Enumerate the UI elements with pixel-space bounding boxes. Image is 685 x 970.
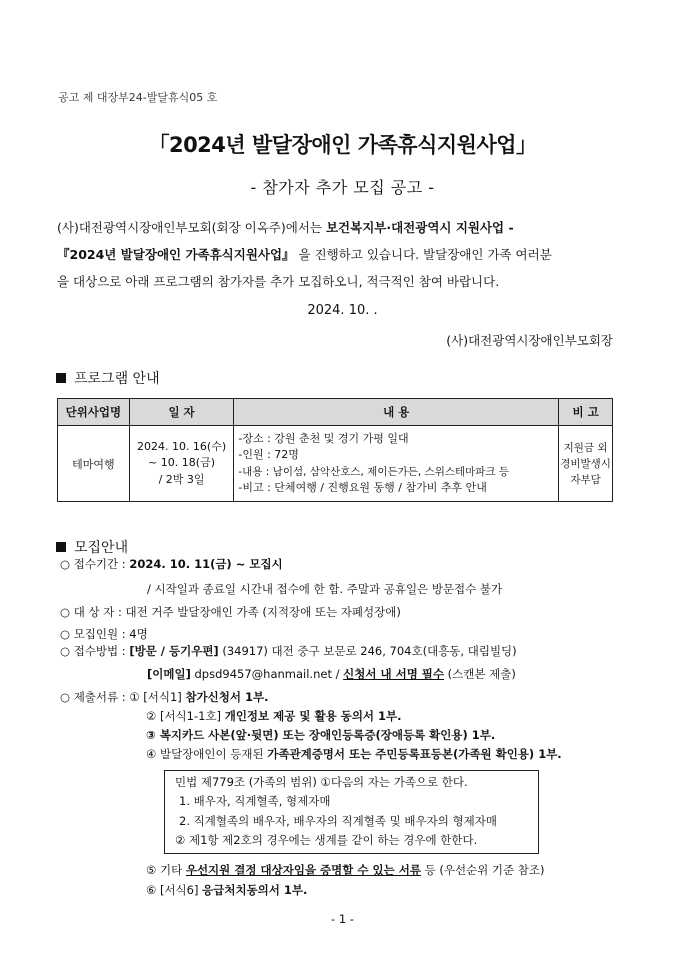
signature-required-note: 신청서 내 서명 필수 (343, 667, 445, 681)
doc-5-prefix: ⑤ 기타 (146, 863, 186, 877)
square-bullet-icon (56, 542, 66, 552)
intro-paragraph (57, 214, 629, 295)
program-date-line: 2024. 10. 16(수) (136, 439, 227, 453)
doc-6-item (146, 882, 307, 898)
method-email-tail: (스캔본 제출) (444, 667, 516, 681)
period-value: 2024. 10. 11(금) ~ 모집시 (129, 557, 283, 571)
table-header: 단위사업명 (58, 399, 130, 426)
method-visit-address: (34917) 대전 중구 보문로 246, 704호(대흥동, 대림빌딩) (218, 644, 517, 658)
doc-2-name: 개인정보 제공 및 활용 동의서 1부. (224, 709, 402, 723)
square-bullet-icon (56, 373, 66, 383)
civil-law-box (164, 770, 539, 854)
intro-program-name: 『2024년 발달장애인 가족휴식지원사업』 (57, 247, 295, 262)
table-header-row (58, 399, 613, 426)
table-header: 내 용 (234, 399, 559, 426)
program-name-cell: 테마여행 (58, 426, 130, 502)
civil-law-line: ② 제1항 제2호의 경우에는 생계를 같이 하는 경우에 한한다. (175, 833, 478, 847)
page-number: - 1 - (331, 912, 354, 926)
method-email-address: dpsd9457@hanmail.net / (190, 667, 344, 681)
table-header: 비 고 (559, 399, 613, 426)
program-note-line: 지원금 외 (563, 441, 608, 454)
doc-6-form: ⑥ [서식6] (146, 883, 203, 897)
page-subtitle: - 참가자 추가 모집 공고 - (250, 178, 435, 197)
table-header: 일 자 (129, 399, 234, 426)
program-content-line: -인원 : 72명 (238, 448, 299, 461)
method-item (60, 643, 517, 659)
page-title: 「2024년 발달장애인 가족휴식지원사업」 (148, 133, 537, 157)
civil-law-line: 2. 직계혈족의 배우자, 배우자의 직계혈족 및 배우자의 형제자매 (179, 814, 497, 828)
method-visit-label: [방문 / 등기우편] (129, 644, 219, 658)
doc-5-tail: 등 (우선순위 기준 참조) (420, 863, 545, 877)
method-email-item (147, 666, 516, 682)
program-date-cell (129, 426, 234, 502)
program-note-line: 경비발생시 (560, 457, 611, 470)
section-title: 모집안내 (74, 540, 129, 556)
docs-item (60, 689, 268, 705)
section-title: 프로그램 안내 (74, 371, 160, 387)
civil-law-line: 민법 제779조 (가족의 범위) ①다음의 자는 가족으로 한다. (175, 775, 468, 789)
target-item: ○ 대 상 자 : 대전 거주 발달장애인 가족 (지적장애 또는 자폐성장애) (60, 605, 401, 619)
doc-5-name: 우선지원 결정 대상자임을 증명할 수 있는 서류 (185, 863, 421, 877)
program-section-heading (56, 368, 160, 388)
period-label: ○ 접수기간 : (60, 557, 130, 571)
program-content-cell (234, 426, 559, 502)
doc-2-item (146, 708, 402, 724)
program-content-line: -비고 : 단체여행 / 진행요원 동행 / 참가비 추후 안내 (238, 481, 487, 494)
program-table (57, 398, 613, 502)
docs-label: ○ 제출서류 : (60, 690, 130, 704)
doc-1-form: ① [서식1] (129, 690, 186, 704)
doc-4-item (146, 746, 562, 762)
program-date-line: ~ 10. 18(금) (148, 456, 216, 470)
period-item (60, 556, 283, 572)
method-email-label: [이메일] (147, 667, 191, 681)
program-note-line: 자부담 (570, 473, 601, 486)
doc-4-prefix: ④ 발달장애인이 등재된 (146, 747, 268, 761)
doc-2-form: ② [서식1-1호] (146, 709, 225, 723)
recruit-section-heading (56, 537, 128, 557)
intro-text: 을 대상으로 아래 프로그램의 참가자를 추가 모집하오니, 적극적인 참여 바랍니다. (57, 274, 500, 289)
count-item: ○ 모집인원 : 4명 (60, 627, 148, 641)
method-label: ○ 접수방법 : (60, 644, 130, 658)
organization-name: (사)대전광역시장애인부모회장 (446, 333, 613, 348)
notice-date: 2024. 10. . (307, 303, 378, 318)
intro-text: (사)대전광역시장애인부모회(회장 이옥주)에서는 (57, 220, 326, 235)
doc-6-name: 응급처치동의서 1부. (202, 883, 308, 897)
notice-number: 공고 제 대장부24-발달휴식05 호 (58, 91, 218, 104)
program-content-line: -장소 : 강원 춘천 및 경기 가평 일대 (238, 431, 409, 445)
doc-5-item (146, 862, 545, 878)
intro-text: 을 진행하고 있습니다. 발달장애인 가족 여러분 (294, 247, 552, 262)
civil-law-line: 1. 배우자, 직계혈족, 형제자매 (179, 794, 331, 808)
period-note: / 시작일과 종료일 시간내 접수에 한 함. 주말과 공휴일은 방문접수 불가 (147, 582, 503, 596)
doc-3-item: ③ 복지카드 사본(앞·뒷면) 또는 장애인등록증(장애등록 확인용) 1부. (146, 728, 496, 742)
intro-emphasis: 보건복지부·대전광역시 지원사업 - (325, 220, 514, 235)
table-row (58, 426, 613, 502)
program-date-line: / 2박 3일 (158, 472, 205, 486)
doc-1-name: 참가신청서 1부. (185, 690, 269, 704)
doc-4-name: 가족관계증명서 또는 주민등록표등본(가족원 확인용) 1부. (267, 747, 562, 761)
program-note-cell (559, 426, 613, 502)
program-content-line: -내용 : 남이섬, 삼악산호스, 제이든가든, 스위스테마파크 등 (238, 465, 510, 478)
